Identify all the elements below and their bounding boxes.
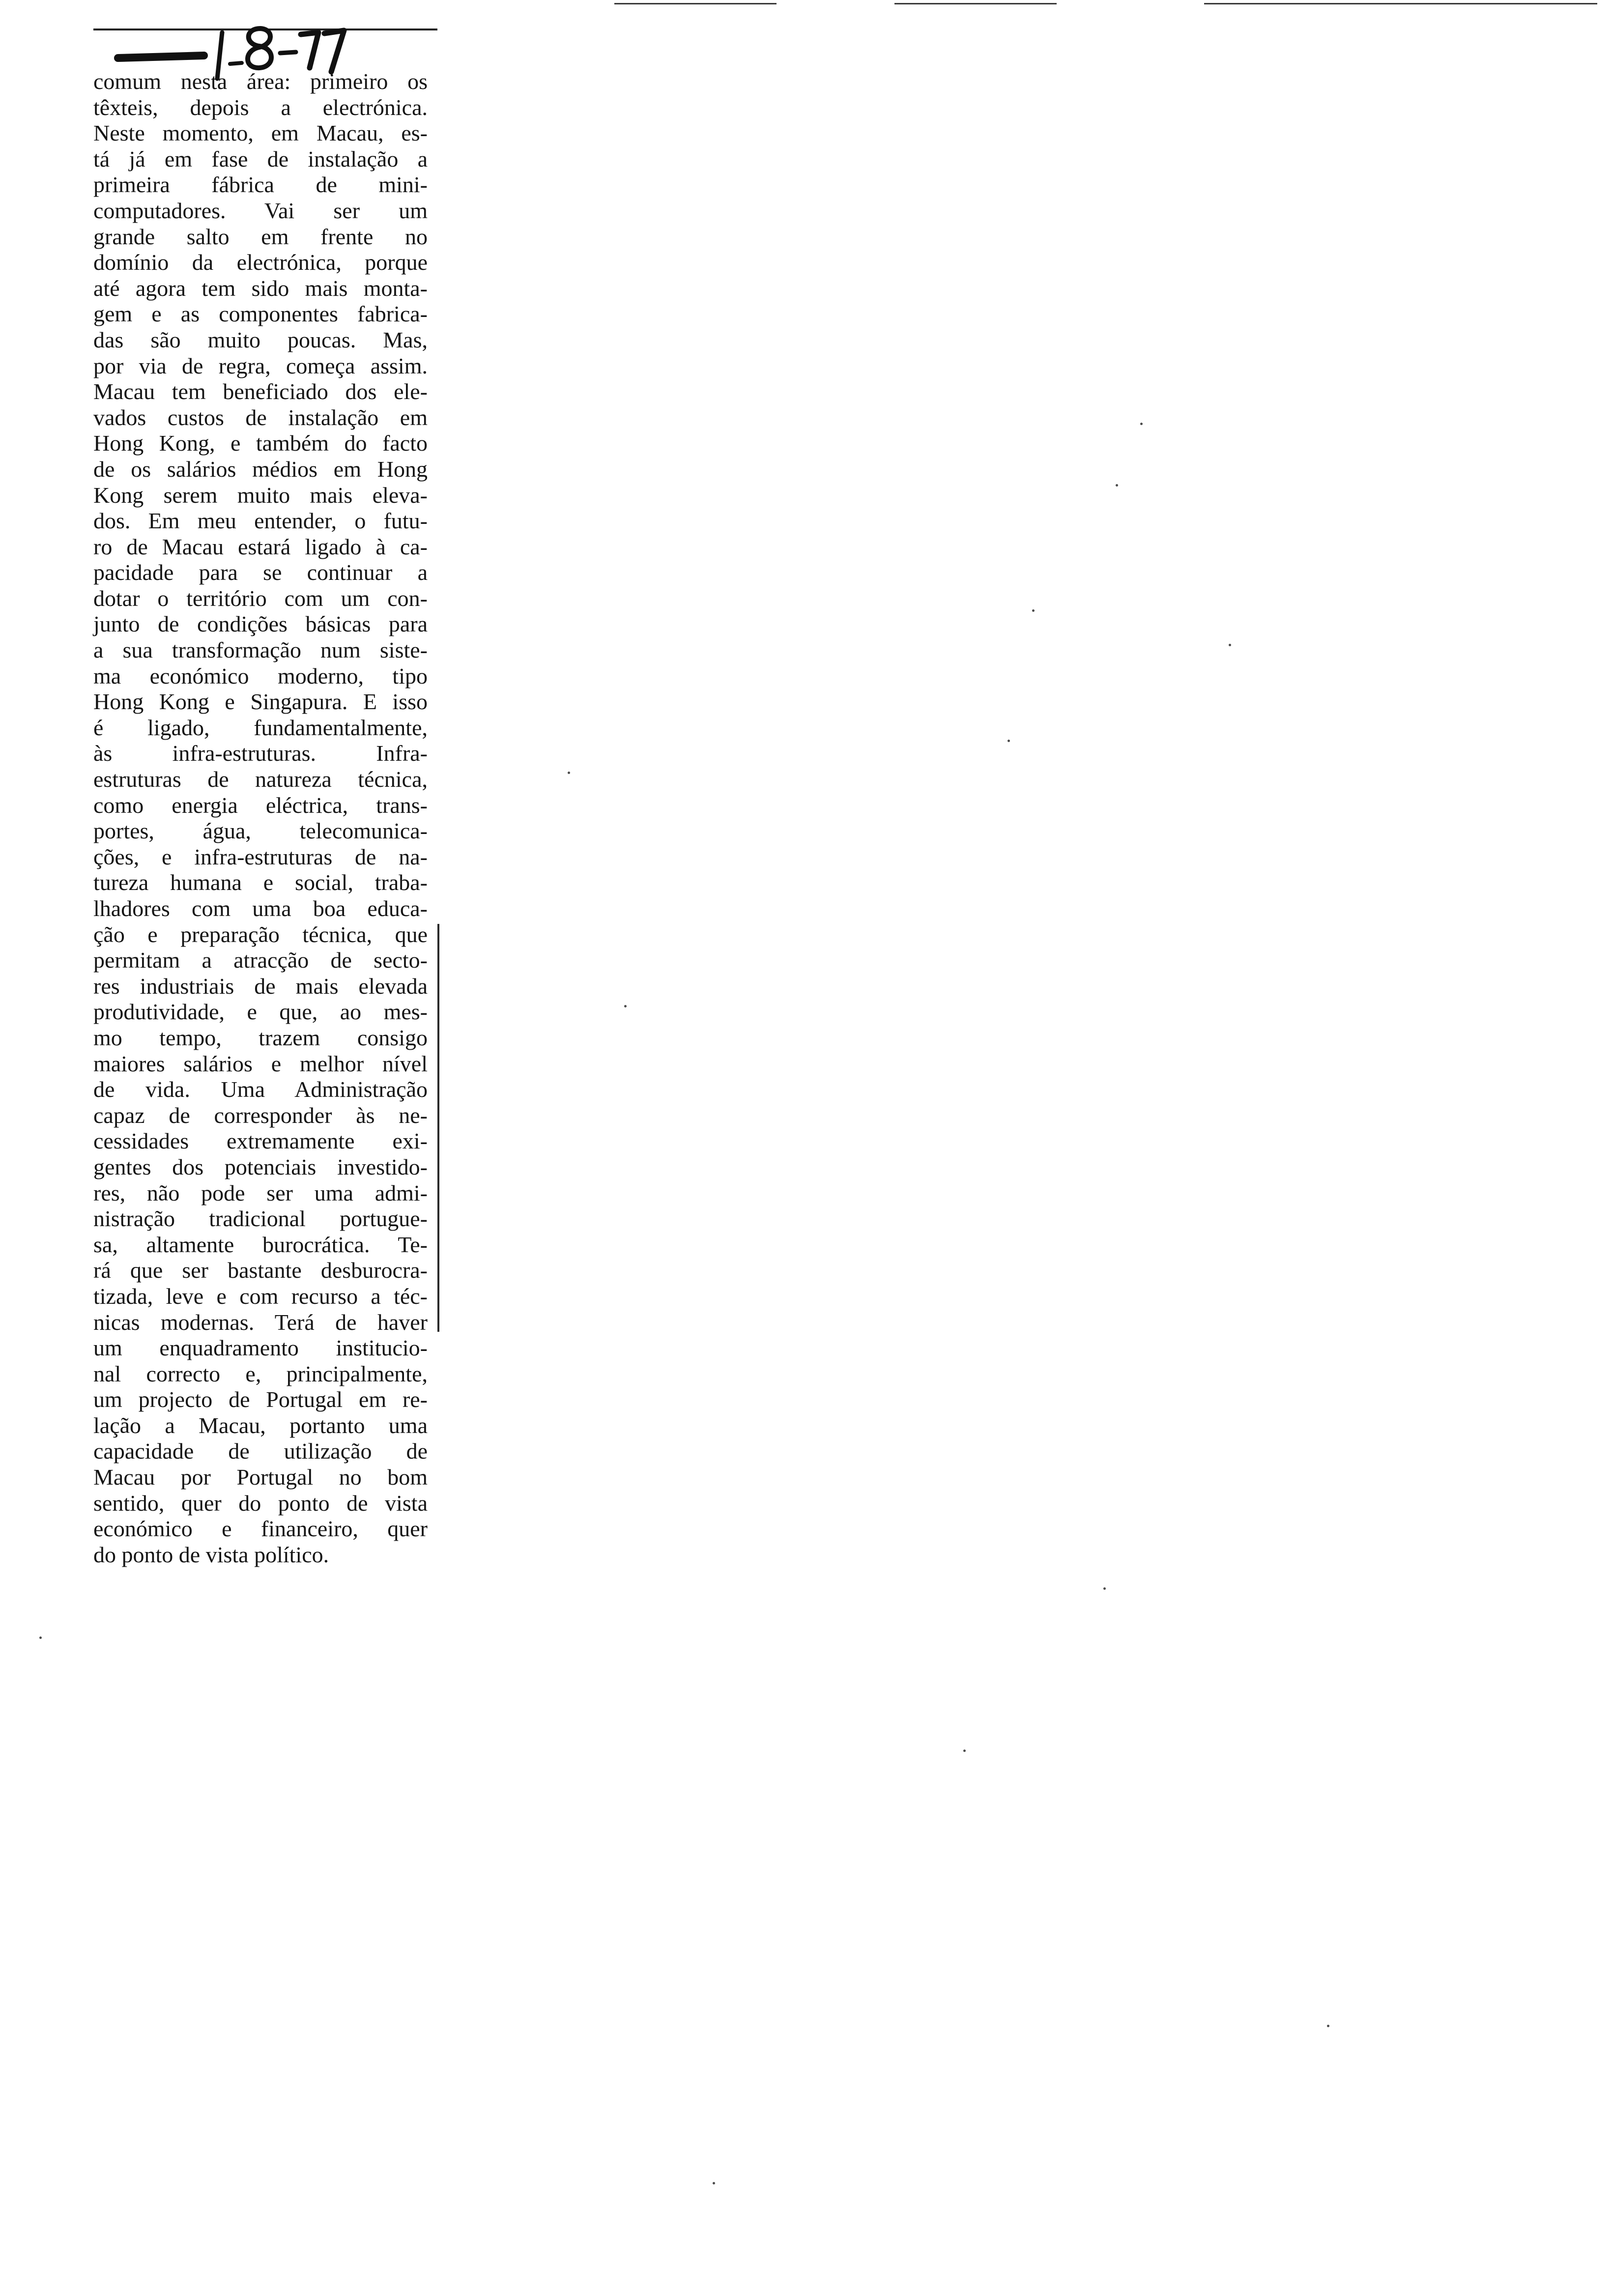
- article-line: ma económico moderno, tipo: [93, 663, 428, 689]
- article-line: até agora tem sido mais monta-: [93, 275, 428, 301]
- scan-speck: [1116, 484, 1118, 487]
- article-line: produtividade, e que, ao mes-: [93, 999, 428, 1025]
- article-line: Neste momento, em Macau, es-: [93, 120, 428, 146]
- article-line: res industriais de mais elevada: [93, 973, 428, 999]
- article-line: têxteis, depois a electrónica.: [93, 94, 428, 120]
- article-line: gem e as componentes fabrica-: [93, 301, 428, 327]
- article-line: capacidade de utilização de: [93, 1438, 428, 1464]
- article-line: do ponto de vista político.: [93, 1542, 329, 1567]
- article-line: lação a Macau, portanto uma: [93, 1412, 428, 1438]
- article-line: dos. Em meu entender, o futu-: [93, 508, 428, 534]
- top-rule: [614, 3, 777, 4]
- article-line: grande salto em frente no: [93, 224, 428, 249]
- scan-speck: [624, 1005, 627, 1007]
- article-line: mo tempo, trazem consigo: [93, 1025, 428, 1050]
- scan-speck: [1008, 740, 1010, 742]
- scan-speck: [1140, 423, 1143, 425]
- article-line: ção e preparação técnica, que: [93, 921, 428, 947]
- article-line: computadores. Vai ser um: [93, 198, 428, 223]
- article-line: é ligado, fundamentalmente,: [93, 715, 428, 740]
- scan-speck: [39, 1636, 42, 1639]
- article-line: económico e financeiro, quer: [93, 1516, 428, 1542]
- article-line: tureza humana e social, traba-: [93, 870, 428, 895]
- article-line: cessidades extremamente exi-: [93, 1128, 428, 1154]
- article-line: das são muito poucas. Mas,: [93, 327, 428, 352]
- article-body: [93, 69, 428, 1568]
- article-line: como energia eléctrica, trans-: [93, 792, 428, 818]
- article-line: nal correcto e, principalmente,: [93, 1361, 428, 1386]
- article-line: às infra-estruturas. Infra-: [93, 741, 428, 766]
- scan-speck: [568, 772, 570, 774]
- article-line: tá já em fase de instalação a: [93, 146, 428, 172]
- article-line: permitam a atracção de secto-: [93, 947, 428, 973]
- article-line: tizada, leve e com recurso a téc-: [93, 1283, 428, 1309]
- article-line: vados custos de instalação em: [93, 404, 428, 430]
- article-line: nicas modernas. Terá de haver: [93, 1309, 428, 1335]
- scan-speck: [1327, 2025, 1329, 2027]
- article-line: portes, água, telecomunica-: [93, 818, 428, 844]
- article-line: de os salários médios em Hong: [93, 456, 428, 482]
- scan-speck: [963, 1750, 966, 1752]
- article-line: ções, e infra-estruturas de na-: [93, 844, 428, 869]
- column-rule: [437, 924, 439, 1332]
- article-line: junto de condições básicas para: [93, 611, 428, 637]
- article-line: rá que ser bastante desburocra-: [93, 1258, 428, 1283]
- article-line: por via de regra, começa assim.: [93, 353, 428, 378]
- article-line: sentido, quer do ponto de vista: [93, 1490, 428, 1516]
- article-line: Kong serem muito mais eleva-: [93, 482, 428, 508]
- article-line: Hong Kong, e também do facto: [93, 430, 428, 456]
- scan-speck: [713, 2182, 715, 2184]
- article-line: primeira fábrica de mini-: [93, 172, 428, 198]
- scan-speck: [1229, 644, 1231, 646]
- article-line: capaz de corresponder às ne-: [93, 1102, 428, 1128]
- top-rule: [894, 3, 1057, 4]
- article-line: de vida. Uma Administração: [93, 1077, 428, 1102]
- scan-speck: [1032, 609, 1035, 612]
- article-line: um enquadramento institucio-: [93, 1335, 428, 1361]
- scan-speck: [1103, 1587, 1106, 1590]
- top-rule: [1204, 3, 1597, 4]
- article-line: res, não pode ser uma admi-: [93, 1180, 428, 1205]
- article-line: estruturas de natureza técnica,: [93, 767, 428, 792]
- article-line: lhadores com uma boa educa-: [93, 896, 428, 921]
- article-line: ro de Macau estará ligado à ca-: [93, 534, 428, 559]
- article-line: maiores salários e melhor nível: [93, 1051, 428, 1076]
- article-line: domínio da electrónica, porque: [93, 250, 428, 275]
- article-line: dotar o território com um con-: [93, 585, 428, 611]
- article-line: a sua transformação num siste-: [93, 637, 428, 663]
- article-line: pacidade para se continuar a: [93, 560, 428, 585]
- article-column: [93, 69, 428, 1567]
- article-line: um projecto de Portugal em re-: [93, 1387, 428, 1412]
- article-line: Macau por Portugal no bom: [93, 1464, 428, 1490]
- article-line: gentes dos potenciais investido-: [93, 1154, 428, 1179]
- article-line: nistração tradicional portugue-: [93, 1206, 428, 1232]
- article-line: Macau tem beneficiado dos ele-: [93, 379, 428, 404]
- article-line: comum nesta área: primeiro os: [93, 69, 428, 94]
- article-line: Hong Kong e Singapura. E isso: [93, 689, 428, 715]
- article-line: sa, altamente burocrática. Te-: [93, 1232, 428, 1257]
